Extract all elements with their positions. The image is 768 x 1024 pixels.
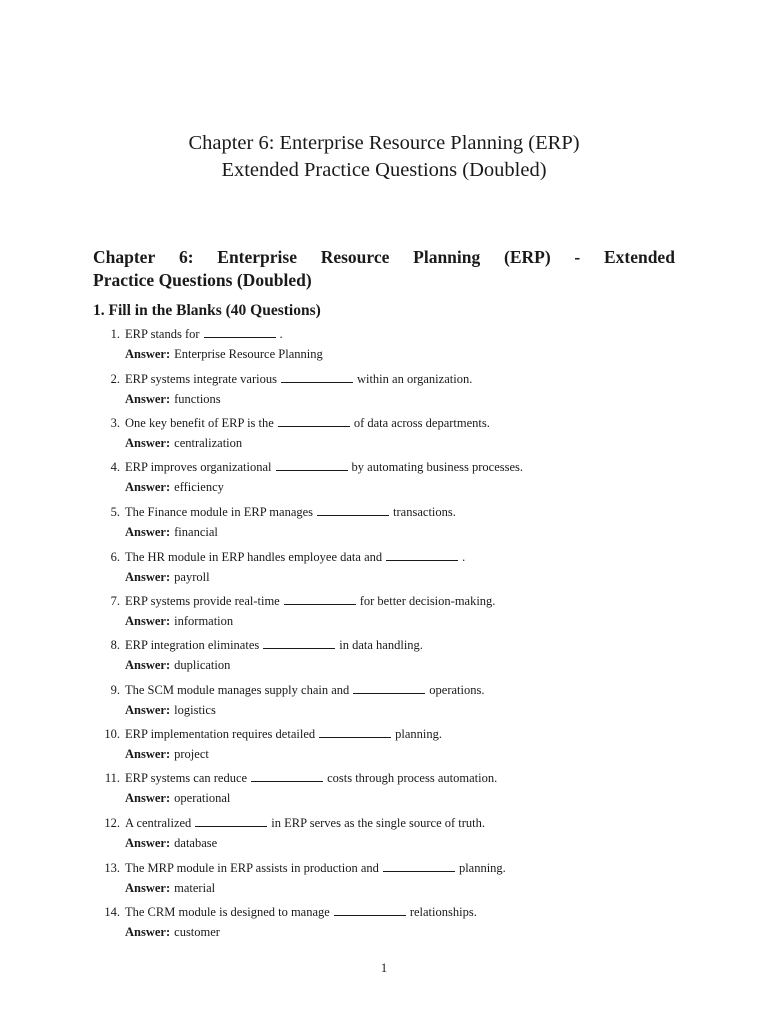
question-text <box>125 326 283 342</box>
answer-label: Answer: <box>125 747 171 761</box>
answer-label: Answer: <box>125 570 171 584</box>
question-item <box>0 637 768 681</box>
question-item <box>0 459 768 503</box>
question-number: 10. <box>104 727 120 741</box>
question-text <box>125 371 472 387</box>
blank-line <box>263 638 335 649</box>
question-item <box>0 504 768 548</box>
document-title-line2: Extended Practice Questions (Doubled) <box>221 159 547 181</box>
question-number: 6. <box>110 550 120 564</box>
question-text-before: ERP integration eliminates <box>125 638 260 652</box>
answer-text: project <box>174 747 209 761</box>
answer-text: Enterprise Resource Planning <box>174 347 323 361</box>
question-text <box>125 904 477 920</box>
question-text <box>125 593 495 609</box>
question-text-before: The MRP module in ERP assists in production and <box>125 861 379 875</box>
section-heading-line2: Practice Questions (Doubled) <box>93 270 312 290</box>
answer-line <box>125 835 217 851</box>
question-text-after: in data handling. <box>339 638 423 652</box>
page-number: 1 <box>380 961 388 975</box>
blank-line <box>386 550 458 561</box>
question-number: 11. <box>104 771 120 785</box>
question-number: 1. <box>110 327 120 341</box>
question-item <box>0 549 768 593</box>
question-item <box>0 770 768 814</box>
heading-word: Resource <box>320 247 390 267</box>
question-text-before: ERP systems provide real-time <box>125 594 280 608</box>
question-number: 8. <box>110 638 120 652</box>
question-text <box>125 682 484 698</box>
question-item <box>0 415 768 459</box>
answer-label: Answer: <box>125 881 171 895</box>
question-text <box>125 815 485 831</box>
question-number: 13. <box>104 861 120 875</box>
blank-line <box>353 683 425 694</box>
blank-line <box>383 861 455 872</box>
answer-text: payroll <box>174 570 210 584</box>
answer-line <box>125 479 224 495</box>
answer-text: logistics <box>174 703 216 717</box>
answer-line <box>125 524 218 540</box>
question-text-after: transactions. <box>393 505 456 519</box>
heading-word: 6: <box>178 247 194 267</box>
question-text-after: in ERP serves as the single source of truth. <box>271 816 486 830</box>
answer-text: material <box>174 881 216 895</box>
question-number: 14. <box>104 905 120 919</box>
answer-line <box>125 435 242 451</box>
question-text <box>125 637 423 653</box>
question-number: 7. <box>110 594 120 608</box>
answer-text: database <box>174 836 218 850</box>
blank-line <box>251 771 323 782</box>
heading-word: (ERP) <box>504 247 551 267</box>
answer-label: Answer: <box>125 614 171 628</box>
question-text-before: The SCM module manages supply chain and <box>125 683 350 697</box>
heading-word: Enterprise <box>217 247 297 267</box>
heading-word: Extended <box>603 247 675 267</box>
question-text-after: . <box>462 550 466 564</box>
answer-label: Answer: <box>125 480 171 494</box>
blank-line <box>317 505 389 516</box>
question-text-after: for better decision-making. <box>359 594 496 608</box>
answer-label: Answer: <box>125 791 171 805</box>
subsection-heading: 1. Fill in the Blanks (40 Questions) <box>93 302 321 319</box>
question-text-after: by automating business processes. <box>351 460 524 474</box>
answer-line <box>125 746 209 762</box>
question-text-before: The HR module in ERP handles employee data and <box>125 550 383 564</box>
answer-text: centralization <box>174 436 243 450</box>
answer-line <box>125 569 210 585</box>
question-text-before: The Finance module in ERP manages <box>125 505 314 519</box>
blank-line <box>319 727 391 738</box>
answer-label: Answer: <box>125 525 171 539</box>
heading-word: Planning <box>413 247 481 267</box>
question-item <box>0 371 768 415</box>
answer-label: Answer: <box>125 925 171 939</box>
question-text-after: within an organization. <box>356 372 473 386</box>
answer-label: Answer: <box>125 436 171 450</box>
question-number: 5. <box>110 505 120 519</box>
heading-word: Chapter <box>93 247 156 267</box>
blank-line <box>195 816 267 827</box>
question-text <box>125 726 442 742</box>
answer-label: Answer: <box>125 658 171 672</box>
heading-word: - <box>574 247 581 267</box>
question-text-before: ERP stands for <box>125 327 200 341</box>
answer-line <box>125 391 221 407</box>
answer-text: information <box>174 614 234 628</box>
question-text-after: operations. <box>429 683 485 697</box>
question-text <box>125 459 523 475</box>
question-text-before: ERP improves organizational <box>125 460 272 474</box>
blank-line <box>276 460 348 471</box>
question-text-after: relationships. <box>409 905 477 919</box>
question-text-after: of data across departments. <box>353 416 490 430</box>
answer-text: operational <box>174 791 231 805</box>
answer-line <box>125 613 233 629</box>
question-text-before: A centralized <box>125 816 192 830</box>
question-item <box>0 904 768 948</box>
question-text-before: ERP systems integrate various <box>125 372 277 386</box>
question-text <box>125 770 497 786</box>
answer-text: efficiency <box>174 480 224 494</box>
answer-text: financial <box>174 525 218 539</box>
answer-label: Answer: <box>125 392 171 406</box>
question-number: 4. <box>110 460 120 474</box>
blank-line <box>284 594 356 605</box>
question-text-after: . <box>279 327 283 341</box>
question-text-after: costs through process automation. <box>327 771 498 785</box>
blank-line <box>334 905 406 916</box>
answer-text: functions <box>174 392 221 406</box>
blank-line <box>204 327 276 338</box>
question-item <box>0 682 768 726</box>
answer-line <box>125 657 230 673</box>
blank-line <box>281 372 353 383</box>
question-text-before: ERP implementation requires detailed <box>125 727 316 741</box>
question-item <box>0 326 768 370</box>
question-number: 12. <box>104 816 120 830</box>
document-title-line1: Chapter 6: Enterprise Resource Planning (ERP) <box>188 132 580 154</box>
question-text <box>125 860 506 876</box>
question-text-before: One key benefit of ERP is the <box>125 416 274 430</box>
question-item <box>0 815 768 859</box>
question-number: 2. <box>110 372 120 386</box>
question-item <box>0 726 768 770</box>
answer-label: Answer: <box>125 836 171 850</box>
answer-line <box>125 702 216 718</box>
answer-label: Answer: <box>125 703 171 717</box>
blank-line <box>278 416 350 427</box>
answer-text: duplication <box>174 658 231 672</box>
answer-line <box>125 880 215 896</box>
answer-line <box>125 924 220 940</box>
question-text <box>125 415 490 431</box>
question-text <box>125 549 465 565</box>
answer-line <box>125 346 323 362</box>
question-text-after: planning. <box>395 727 442 741</box>
question-text <box>125 504 456 520</box>
question-text-before: ERP systems can reduce <box>125 771 248 785</box>
answer-text: customer <box>174 925 220 939</box>
question-number: 9. <box>110 683 120 697</box>
question-text-before: The CRM module is designed to manage <box>125 905 330 919</box>
question-item <box>0 593 768 637</box>
question-number: 3. <box>110 416 120 430</box>
question-text-after: planning. <box>458 861 506 875</box>
answer-label: Answer: <box>125 347 171 361</box>
question-item <box>0 860 768 904</box>
answer-line <box>125 790 230 806</box>
